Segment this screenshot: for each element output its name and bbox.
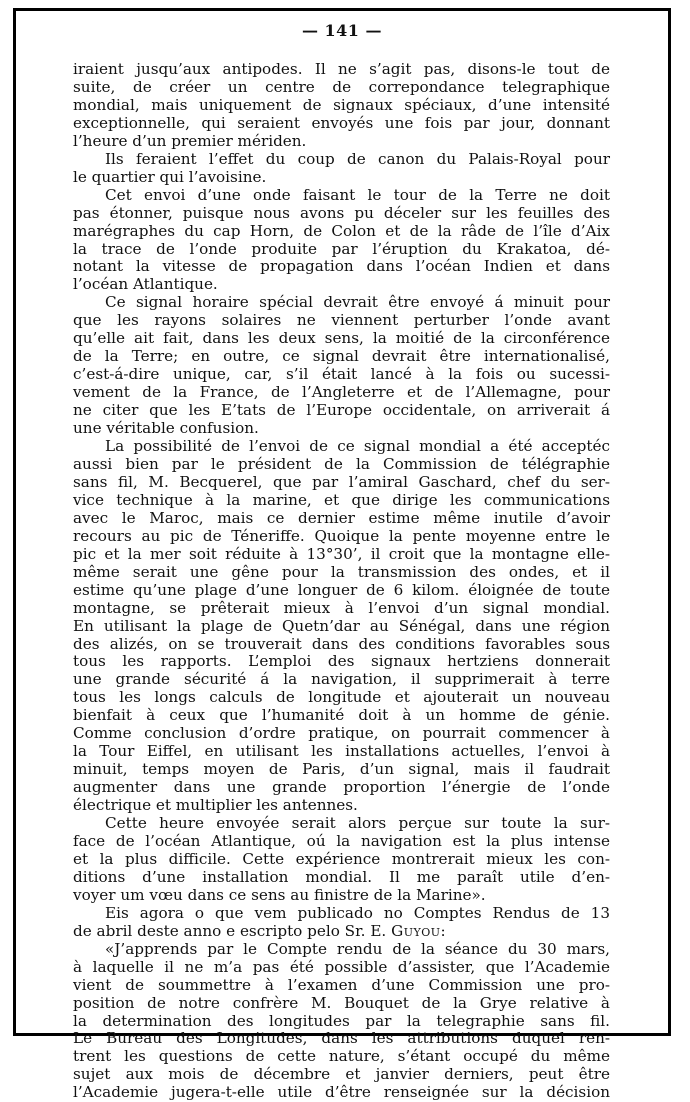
text-line: pic et la mer soit réduite à 13°30’, il croit que la montagne elle- bbox=[73, 544, 610, 563]
text-line: bienfait à ceux que l’humanité doit à un homme de génie. bbox=[73, 706, 610, 725]
text-line: tous les longs calculs de longitude et ajouterait un nouveau bbox=[73, 688, 610, 707]
text-line bbox=[73, 923, 610, 941]
paragraph-comptes-rendus bbox=[73, 905, 610, 941]
text-line: sans fil, M. Becquerel, que par l’amiral Gaschard, chef du ser- bbox=[73, 472, 610, 491]
page-number-header: — 141 — bbox=[301, 21, 383, 40]
text-line: La possibilité de l’envoi de ce signal mondial a été acceptéc bbox=[105, 437, 610, 456]
text-line: que les rayons solaires ne viennent perturber l’onde avant bbox=[73, 311, 610, 330]
text-line: même serait une gêne pour la transmission des ondes, et il bbox=[73, 562, 610, 581]
text-line: «J’apprends par le Compte rendu de la séance du 30 mars, bbox=[105, 939, 610, 958]
text-line: marégraphes du cap Horn, de Colon et de la râde de l’île d’Aix bbox=[73, 221, 610, 240]
text-line: En utilisant la plage de Quetn’dar au Sénégal, dans une région bbox=[73, 616, 610, 635]
text-fragment: : bbox=[440, 921, 446, 940]
text-line: Eis agora o que vem publicado no Comptes Rendus de 13 bbox=[105, 903, 610, 922]
text-line: vement de la France, de l’Angleterre et de l’Allemagne, pour bbox=[73, 383, 610, 402]
text-line: face de l’océan Atlantique, oú la navigation est la plus intense bbox=[73, 831, 610, 850]
paragraph-signal-horaire bbox=[73, 294, 610, 438]
text-line: des alizés, on se trouverait dans des conditions favorables sous bbox=[73, 634, 610, 653]
text-line: électrique et multiplier les antennes. bbox=[73, 796, 358, 815]
text-line: vice technique à la marine, et que dirige les communications bbox=[73, 490, 610, 509]
text-line: estime qu’une plage d’une longuer de 6 kilom. éloignée de toute bbox=[73, 580, 610, 599]
text-line: qu’elle ait fait, dans les deux sens, la moitié de la circonférence bbox=[73, 329, 610, 348]
text-line: Ce signal horaire spécial devrait être envoyé á minuit pour bbox=[105, 293, 610, 312]
text-line: minuit, temps moyen de Paris, d’un signal, mais il faudrait bbox=[73, 760, 610, 779]
paragraph-heure-envoyee bbox=[73, 815, 610, 905]
paragraph-canon bbox=[73, 151, 610, 187]
paragraph-antipodes bbox=[73, 61, 610, 151]
text-line: Le Bureau des Longitudes, dans les attributions duquel ren- bbox=[73, 1029, 610, 1048]
text-line: l’Academie jugera-t-elle utile d’être renseignée sur la décision bbox=[73, 1083, 610, 1102]
text-line: c’est-á-dire unique, car, s’il était lancé à la fois ou sucessi- bbox=[73, 365, 610, 384]
text-fragment: de abril deste anno e escripto pelo Sr. E. bbox=[73, 921, 387, 940]
author-name: Guyou bbox=[391, 921, 441, 940]
text-line: Cet envoi d’une onde faisant le tour de la Terre ne doit bbox=[105, 185, 610, 204]
text-line: position de notre confrère M. Bouquet de la Grye relative à bbox=[73, 993, 610, 1012]
text-line: avec le Maroc, mais ce dernier estime même inutile d’avoir bbox=[73, 508, 610, 527]
paragraph-quotation bbox=[73, 941, 610, 1102]
text-line: iraient jusqu’aux antipodes. Il ne s’agit pas, disons-le tout de bbox=[73, 60, 610, 78]
text-line: vient de soummettre à l’examen d’une Commission une pro- bbox=[73, 975, 610, 994]
text-line: aussi bien par le président de la Commission de télégraphie bbox=[73, 454, 610, 473]
book-page bbox=[13, 8, 671, 1102]
text-line: recours au pic de Téneriffe. Quoique la pente moyenne entre le bbox=[73, 526, 610, 545]
text-line: montagne, se prêterait mieux à l’envoi d’un signal mondial. bbox=[73, 598, 610, 617]
text-line: ne citer que les E’tats de l’Europe occidentale, on arriverait á bbox=[73, 401, 610, 420]
text-line: tous les rapports. L’emploi des signaux hertziens donnerait bbox=[73, 652, 610, 671]
text-line: voyer um vœu dans ce sens au finistre de la Marine». bbox=[73, 885, 486, 904]
text-line: une véritable confusion. bbox=[73, 419, 259, 438]
text-line: ditions d’une installation mondial. Il me paraît utile d’en- bbox=[73, 867, 610, 886]
text-line: augmenter dans une grande proportion l’énergie de l’onde bbox=[73, 778, 610, 797]
text-line: le quartier qui l’avoisine. bbox=[73, 167, 267, 186]
page-body bbox=[73, 61, 610, 1102]
text-line: Ils feraient l’effet du coup de canon du Palais-Royal pour bbox=[105, 149, 610, 168]
paragraph-krakatoa bbox=[73, 187, 610, 295]
text-line: notant la vitesse de propagation dans l’océan Indien et dans bbox=[73, 257, 610, 276]
text-line: exceptionnelle, qui seraient envoyés une fois par jour, donnant bbox=[73, 113, 610, 132]
text-line: suite, de créer un centre de correpondance telegraphique bbox=[73, 77, 610, 96]
text-line: l’océan Atlantique. bbox=[73, 275, 218, 294]
text-line: trent les questions de cette nature, s’étant occupé du même bbox=[73, 1047, 610, 1066]
text-line: pas étonner, puisque nous avons pu déceler sur les feuilles des bbox=[73, 203, 610, 222]
text-line: sujet aux mois de décembre et janvier derniers, peut être bbox=[73, 1065, 610, 1084]
text-line: une grande sécurité á la navigation, il supprimerait à terre bbox=[73, 670, 610, 689]
text-line: la Tour Eiffel, en utilisant les installations actuelles, l’envoi à bbox=[73, 742, 610, 761]
text-line: l’heure d’un premier mériden. bbox=[73, 131, 307, 150]
text-line: de la Terre; en outre, ce signal devrait être internationalisé, bbox=[73, 347, 610, 366]
text-line: mondial, mais uniquement de signaux spéciaux, d’une intensité bbox=[73, 95, 610, 114]
text-line: Cette heure envoyée serait alors perçue sur toute la sur- bbox=[105, 814, 610, 833]
paragraph-possibilite bbox=[73, 438, 610, 815]
text-line: à laquelle il ne m’a pas été possible d’assister, que l’Academie bbox=[73, 957, 610, 976]
text-line: la trace de l’onde produite par l’éruption du Krakatoa, dé- bbox=[73, 239, 610, 258]
text-line: la determination des longitudes par la telegraphie sans fil. bbox=[73, 1011, 610, 1030]
text-line: Comme conclusion d’ordre pratique, on pourrait commencer à bbox=[73, 724, 610, 743]
text-line: et la plus difficile. Cette expérience montrerait mieux les con- bbox=[73, 849, 610, 868]
